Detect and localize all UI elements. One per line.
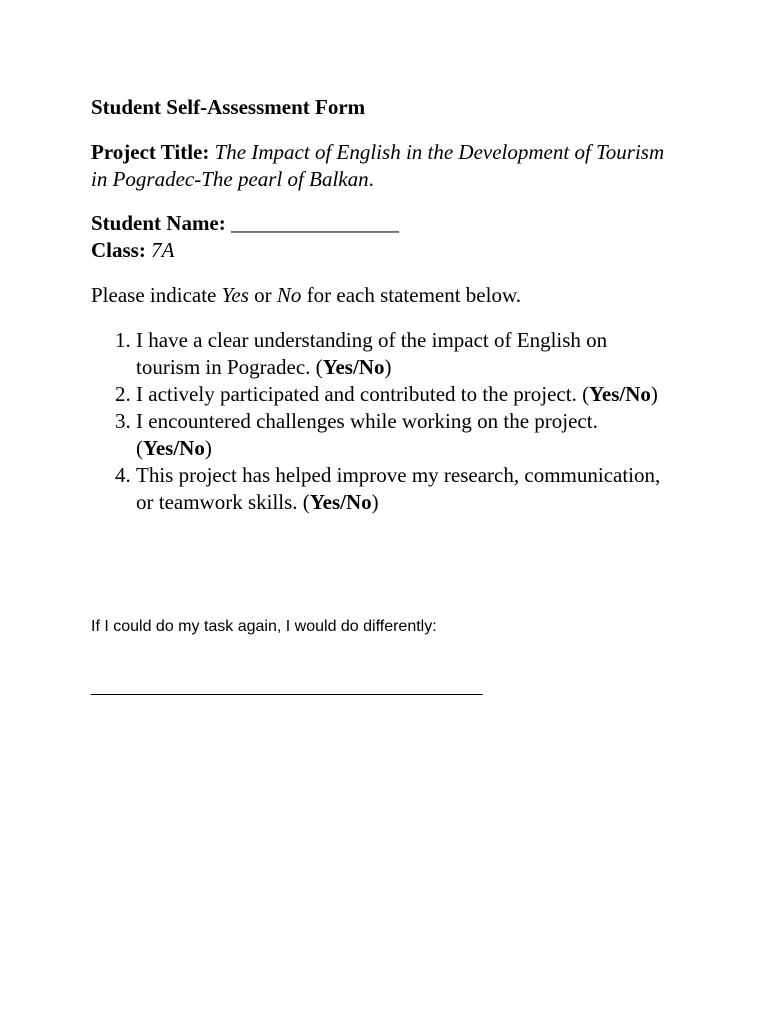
list-item xyxy=(136,408,671,462)
yes-no-answer: Yes/No xyxy=(589,382,651,406)
yes-no-answer: Yes/No xyxy=(143,436,205,460)
list-item xyxy=(136,381,671,408)
instruction-text xyxy=(91,282,671,309)
statement-text: I actively participated and contributed to the project. ( xyxy=(136,382,590,406)
class-label: Class: xyxy=(91,238,146,262)
reflection-prompt: If I could do my task again, I would do differently: xyxy=(91,618,437,635)
list-item xyxy=(136,327,671,381)
statement-close: ) xyxy=(650,382,658,406)
yes-no-answer: Yes/No xyxy=(322,355,385,379)
statement-text: I have a clear understanding of the impact of English on tourism in Pogradec. ( xyxy=(136,328,608,379)
project-title-period: . xyxy=(368,167,374,191)
student-name-blank: ________________ xyxy=(231,211,399,235)
project-title-line xyxy=(91,139,671,193)
class-value: 7A xyxy=(151,238,175,262)
statement-close: ) xyxy=(371,490,379,514)
class-line xyxy=(91,237,671,264)
list-item xyxy=(136,462,671,516)
instruction-middle: or xyxy=(248,283,277,307)
statement-text: I encountered challenges while working on the project. ( xyxy=(136,409,598,460)
instruction-yes: Yes xyxy=(221,283,249,307)
statement-close: ) xyxy=(204,436,212,460)
statement-list xyxy=(91,327,671,516)
student-name-line xyxy=(91,210,671,237)
project-title-value: The Impact of English in the Development of Tourism in Pogradec-The pearl of Balkan xyxy=(91,140,665,191)
reflection-answer-line: ____________________________________________ xyxy=(91,679,483,696)
statement-close: ) xyxy=(384,355,392,379)
statement-text: This project has helped improve my research, communication, or teamwork skills. ( xyxy=(136,463,661,514)
student-name-label: Student Name: xyxy=(91,211,226,235)
form-title: Student Self-Assessment Form xyxy=(91,95,366,119)
instruction-suffix: for each statement below. xyxy=(301,283,522,307)
student-info xyxy=(91,210,671,264)
instruction-no: No xyxy=(276,283,302,307)
instruction-prefix: Please indicate xyxy=(91,283,222,307)
project-title-label: Project Title: xyxy=(91,140,210,164)
yes-no-answer: Yes/No xyxy=(309,490,372,514)
